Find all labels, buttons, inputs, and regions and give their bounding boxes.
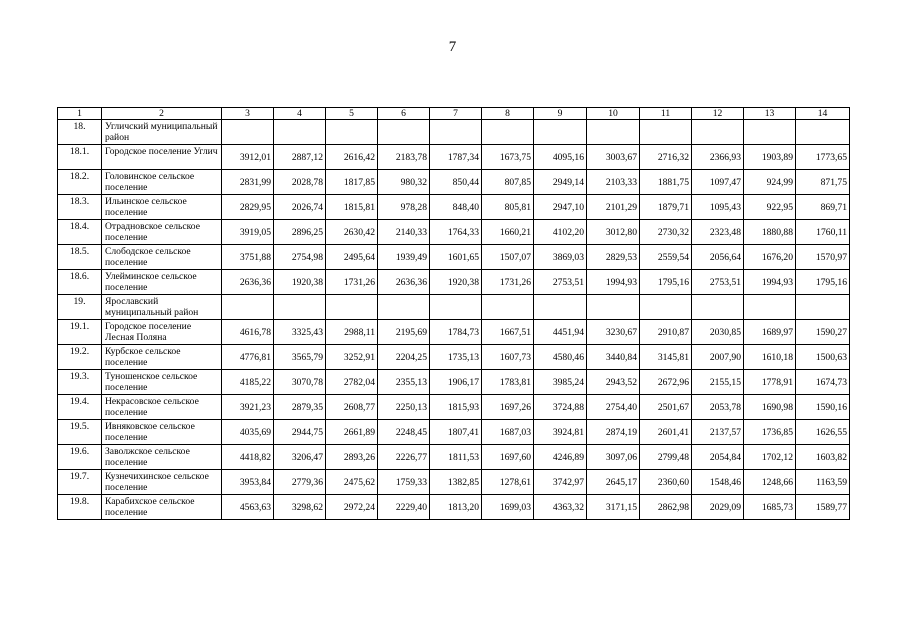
value-cell: 3325,43 <box>274 320 326 345</box>
value-cell: 3171,15 <box>587 495 640 520</box>
value-cell: 2250,13 <box>378 395 430 420</box>
value-cell <box>796 120 850 145</box>
value-cell: 805,81 <box>482 195 534 220</box>
value-cell <box>534 295 587 320</box>
value-cell: 1163,59 <box>796 470 850 495</box>
value-cell: 2972,24 <box>326 495 378 520</box>
table-row <box>58 245 850 270</box>
value-cell: 869,71 <box>796 195 850 220</box>
value-cell: 3751,88 <box>222 245 274 270</box>
value-cell: 2753,51 <box>534 270 587 295</box>
column-header: 4 <box>274 108 326 120</box>
table-row <box>58 120 850 145</box>
value-cell: 3298,62 <box>274 495 326 520</box>
value-cell: 3252,91 <box>326 345 378 370</box>
value-cell: 1626,55 <box>796 420 850 445</box>
row-name: Туношенское сельское поселение <box>102 370 222 395</box>
value-cell: 2360,60 <box>640 470 692 495</box>
row-name: Курбское сельское поселение <box>102 345 222 370</box>
value-cell: 2896,25 <box>274 220 326 245</box>
value-cell: 4580,46 <box>534 345 587 370</box>
value-cell: 2195,69 <box>378 320 430 345</box>
value-cell <box>430 295 482 320</box>
value-cell: 1920,38 <box>274 270 326 295</box>
column-header: 13 <box>744 108 796 120</box>
value-cell: 1920,38 <box>430 270 482 295</box>
value-cell: 2716,32 <box>640 145 692 170</box>
value-cell <box>692 120 744 145</box>
value-cell: 4035,69 <box>222 420 274 445</box>
value-cell: 3070,78 <box>274 370 326 395</box>
value-cell: 1601,65 <box>430 245 482 270</box>
value-cell: 2248,45 <box>378 420 430 445</box>
value-cell: 4418,82 <box>222 445 274 470</box>
column-header: 5 <box>326 108 378 120</box>
value-cell: 2988,11 <box>326 320 378 345</box>
value-cell: 848,40 <box>430 195 482 220</box>
value-cell: 2779,36 <box>274 470 326 495</box>
row-index: 18.5. <box>58 245 102 270</box>
value-cell: 1903,89 <box>744 145 796 170</box>
value-cell: 1906,17 <box>430 370 482 395</box>
value-cell <box>222 295 274 320</box>
value-cell: 1548,46 <box>692 470 744 495</box>
value-cell: 2616,42 <box>326 145 378 170</box>
value-cell: 2661,89 <box>326 420 378 445</box>
value-cell: 1784,73 <box>430 320 482 345</box>
value-cell <box>378 295 430 320</box>
value-cell: 1248,66 <box>744 470 796 495</box>
row-name: Ивняковское сельское поселение <box>102 420 222 445</box>
row-index: 18.3. <box>58 195 102 220</box>
value-cell: 1607,73 <box>482 345 534 370</box>
value-cell: 2323,48 <box>692 220 744 245</box>
value-cell: 1807,41 <box>430 420 482 445</box>
row-index: 19.1. <box>58 320 102 345</box>
value-cell: 2103,33 <box>587 170 640 195</box>
value-cell: 1590,16 <box>796 395 850 420</box>
value-cell: 2910,87 <box>640 320 692 345</box>
table-row <box>58 370 850 395</box>
value-cell: 1815,93 <box>430 395 482 420</box>
value-cell: 2874,19 <box>587 420 640 445</box>
value-cell: 4776,81 <box>222 345 274 370</box>
row-name: Карабихское сельское поселение <box>102 495 222 520</box>
value-cell: 1507,07 <box>482 245 534 270</box>
value-cell: 2944,75 <box>274 420 326 445</box>
value-cell: 4363,32 <box>534 495 587 520</box>
value-cell: 3097,06 <box>587 445 640 470</box>
column-header: 6 <box>378 108 430 120</box>
column-header: 14 <box>796 108 850 120</box>
value-cell: 2753,51 <box>692 270 744 295</box>
value-cell: 3003,67 <box>587 145 640 170</box>
value-cell: 1815,81 <box>326 195 378 220</box>
table-row <box>58 220 850 245</box>
value-cell: 1881,75 <box>640 170 692 195</box>
column-header: 9 <box>534 108 587 120</box>
value-cell: 1760,11 <box>796 220 850 245</box>
value-cell: 3440,84 <box>587 345 640 370</box>
value-cell: 2137,57 <box>692 420 744 445</box>
value-cell: 1500,63 <box>796 345 850 370</box>
column-header: 11 <box>640 108 692 120</box>
table-row <box>58 420 850 445</box>
value-cell: 1813,20 <box>430 495 482 520</box>
value-cell: 1817,85 <box>326 170 378 195</box>
value-cell: 2829,53 <box>587 245 640 270</box>
value-cell: 1589,77 <box>796 495 850 520</box>
row-index: 18. <box>58 120 102 145</box>
value-cell: 4102,20 <box>534 220 587 245</box>
row-name: Кузнечихинское сельское поселение <box>102 470 222 495</box>
value-cell: 871,75 <box>796 170 850 195</box>
value-cell: 2475,62 <box>326 470 378 495</box>
value-cell: 1674,73 <box>796 370 850 395</box>
value-cell <box>482 120 534 145</box>
value-cell: 2101,29 <box>587 195 640 220</box>
value-cell: 2054,84 <box>692 445 744 470</box>
column-header: 3 <box>222 108 274 120</box>
row-name: Угличский муниципальный район <box>102 120 222 145</box>
value-cell: 2782,04 <box>326 370 378 395</box>
value-cell: 2030,85 <box>692 320 744 345</box>
table-row <box>58 470 850 495</box>
value-cell: 2608,77 <box>326 395 378 420</box>
value-cell <box>430 120 482 145</box>
value-cell: 2028,78 <box>274 170 326 195</box>
value-cell: 2831,99 <box>222 170 274 195</box>
value-cell: 2204,25 <box>378 345 430 370</box>
column-header: 12 <box>692 108 744 120</box>
value-cell: 1697,60 <box>482 445 534 470</box>
value-cell: 1673,75 <box>482 145 534 170</box>
row-name: Слободское сельское поселение <box>102 245 222 270</box>
value-cell: 1994,93 <box>587 270 640 295</box>
value-cell: 2501,67 <box>640 395 692 420</box>
value-cell: 2862,98 <box>640 495 692 520</box>
row-index: 18.6. <box>58 270 102 295</box>
value-cell: 1735,13 <box>430 345 482 370</box>
value-cell: 2229,40 <box>378 495 430 520</box>
value-cell <box>378 120 430 145</box>
value-cell: 2754,98 <box>274 245 326 270</box>
value-cell: 3919,05 <box>222 220 274 245</box>
row-index: 19.5. <box>58 420 102 445</box>
value-cell: 1879,71 <box>640 195 692 220</box>
value-cell: 4616,78 <box>222 320 274 345</box>
value-cell: 3742,97 <box>534 470 587 495</box>
value-cell: 1689,97 <box>744 320 796 345</box>
value-cell: 2645,17 <box>587 470 640 495</box>
value-cell: 1783,81 <box>482 370 534 395</box>
value-cell: 2495,64 <box>326 245 378 270</box>
value-cell: 2943,52 <box>587 370 640 395</box>
value-cell: 850,44 <box>430 170 482 195</box>
value-cell: 4451,94 <box>534 320 587 345</box>
row-index: 19.3. <box>58 370 102 395</box>
value-cell: 1795,16 <box>640 270 692 295</box>
table-row <box>58 445 850 470</box>
data-table <box>57 107 850 520</box>
value-cell <box>534 120 587 145</box>
value-cell <box>587 295 640 320</box>
value-cell: 2026,74 <box>274 195 326 220</box>
row-name: Городское поселение Углич <box>102 145 222 170</box>
value-cell: 924,99 <box>744 170 796 195</box>
value-cell: 3985,24 <box>534 370 587 395</box>
value-cell: 1702,12 <box>744 445 796 470</box>
header-row <box>58 108 850 120</box>
value-cell: 3206,47 <box>274 445 326 470</box>
row-index: 19.2. <box>58 345 102 370</box>
value-cell: 2636,36 <box>378 270 430 295</box>
value-cell: 1610,18 <box>744 345 796 370</box>
value-cell: 2056,64 <box>692 245 744 270</box>
value-cell: 2829,95 <box>222 195 274 220</box>
value-cell <box>274 120 326 145</box>
value-cell: 2672,96 <box>640 370 692 395</box>
value-cell: 1660,21 <box>482 220 534 245</box>
row-name: Ярославский муниципальный район <box>102 295 222 320</box>
column-header: 1 <box>58 108 102 120</box>
value-cell: 1097,47 <box>692 170 744 195</box>
value-cell: 1787,34 <box>430 145 482 170</box>
table-row <box>58 195 850 220</box>
value-cell: 978,28 <box>378 195 430 220</box>
value-cell: 922,95 <box>744 195 796 220</box>
table-row <box>58 145 850 170</box>
value-cell: 4563,63 <box>222 495 274 520</box>
row-index: 18.1. <box>58 145 102 170</box>
column-header: 10 <box>587 108 640 120</box>
value-cell: 2949,14 <box>534 170 587 195</box>
value-cell: 1590,27 <box>796 320 850 345</box>
value-cell <box>482 295 534 320</box>
value-cell: 1699,03 <box>482 495 534 520</box>
value-cell: 1685,73 <box>744 495 796 520</box>
value-cell: 3724,88 <box>534 395 587 420</box>
value-cell: 3924,81 <box>534 420 587 445</box>
row-index: 18.2. <box>58 170 102 195</box>
value-cell: 1994,93 <box>744 270 796 295</box>
value-cell: 3145,81 <box>640 345 692 370</box>
table-row <box>58 170 850 195</box>
value-cell: 3565,79 <box>274 345 326 370</box>
value-cell: 3912,01 <box>222 145 274 170</box>
row-index: 19.4. <box>58 395 102 420</box>
row-name: Заволжское сельское поселение <box>102 445 222 470</box>
value-cell <box>796 295 850 320</box>
row-index: 19. <box>58 295 102 320</box>
value-cell: 1603,82 <box>796 445 850 470</box>
table-row <box>58 395 850 420</box>
value-cell: 1939,49 <box>378 245 430 270</box>
row-index: 19.7. <box>58 470 102 495</box>
value-cell: 3921,23 <box>222 395 274 420</box>
value-cell: 1278,61 <box>482 470 534 495</box>
value-cell: 2053,78 <box>692 395 744 420</box>
value-cell: 2355,13 <box>378 370 430 395</box>
value-cell: 2730,32 <box>640 220 692 245</box>
row-index: 18.4. <box>58 220 102 245</box>
value-cell: 2947,10 <box>534 195 587 220</box>
value-cell <box>692 295 744 320</box>
value-cell: 1667,51 <box>482 320 534 345</box>
row-name: Ильинское сельское поселение <box>102 195 222 220</box>
value-cell: 1570,97 <box>796 245 850 270</box>
value-cell: 2029,09 <box>692 495 744 520</box>
value-cell: 2754,40 <box>587 395 640 420</box>
table-row <box>58 295 850 320</box>
value-cell: 1811,53 <box>430 445 482 470</box>
value-cell <box>640 120 692 145</box>
row-name: Отрадновское сельское поселение <box>102 220 222 245</box>
value-cell: 807,85 <box>482 170 534 195</box>
value-cell: 4095,16 <box>534 145 587 170</box>
value-cell: 2636,36 <box>222 270 274 295</box>
table-row <box>58 495 850 520</box>
value-cell: 1697,26 <box>482 395 534 420</box>
table-body <box>58 108 850 520</box>
value-cell: 2007,90 <box>692 345 744 370</box>
value-cell: 2879,35 <box>274 395 326 420</box>
value-cell: 4185,22 <box>222 370 274 395</box>
value-cell: 1687,03 <box>482 420 534 445</box>
table-row <box>58 345 850 370</box>
value-cell: 980,32 <box>378 170 430 195</box>
value-cell <box>640 295 692 320</box>
value-cell: 3869,03 <box>534 245 587 270</box>
value-cell: 2799,48 <box>640 445 692 470</box>
value-cell: 3230,67 <box>587 320 640 345</box>
value-cell: 1764,33 <box>430 220 482 245</box>
column-header: 7 <box>430 108 482 120</box>
value-cell: 3012,80 <box>587 220 640 245</box>
value-cell: 2893,26 <box>326 445 378 470</box>
value-cell: 1759,33 <box>378 470 430 495</box>
value-cell: 2630,42 <box>326 220 378 245</box>
row-name: Городское поселение Лесная Поляна <box>102 320 222 345</box>
value-cell: 1382,85 <box>430 470 482 495</box>
page-number: 7 <box>448 39 457 55</box>
value-cell: 2601,41 <box>640 420 692 445</box>
value-cell <box>222 120 274 145</box>
value-cell: 1731,26 <box>326 270 378 295</box>
value-cell <box>326 295 378 320</box>
value-cell: 1095,43 <box>692 195 744 220</box>
value-cell <box>744 120 796 145</box>
value-cell: 2887,12 <box>274 145 326 170</box>
value-cell: 2140,33 <box>378 220 430 245</box>
column-header: 8 <box>482 108 534 120</box>
value-cell <box>587 120 640 145</box>
value-cell: 2226,77 <box>378 445 430 470</box>
value-cell <box>326 120 378 145</box>
value-cell: 4246,89 <box>534 445 587 470</box>
value-cell: 1676,20 <box>744 245 796 270</box>
row-index: 19.6. <box>58 445 102 470</box>
row-name: Головинское сельское поселение <box>102 170 222 195</box>
value-cell: 1778,91 <box>744 370 796 395</box>
value-cell: 1795,16 <box>796 270 850 295</box>
table-row <box>58 320 850 345</box>
value-cell: 2366,93 <box>692 145 744 170</box>
value-cell: 3953,84 <box>222 470 274 495</box>
value-cell: 1731,26 <box>482 270 534 295</box>
value-cell: 2559,54 <box>640 245 692 270</box>
row-name: Некрасовское сельское поселение <box>102 395 222 420</box>
value-cell: 2183,78 <box>378 145 430 170</box>
value-cell <box>744 295 796 320</box>
value-cell: 1773,65 <box>796 145 850 170</box>
row-index: 19.8. <box>58 495 102 520</box>
value-cell: 1880,88 <box>744 220 796 245</box>
value-cell: 1690,98 <box>744 395 796 420</box>
table-row <box>58 270 850 295</box>
value-cell <box>274 295 326 320</box>
row-name: Улейминское сельское поселение <box>102 270 222 295</box>
column-header: 2 <box>102 108 222 120</box>
value-cell: 1736,85 <box>744 420 796 445</box>
value-cell: 2155,15 <box>692 370 744 395</box>
